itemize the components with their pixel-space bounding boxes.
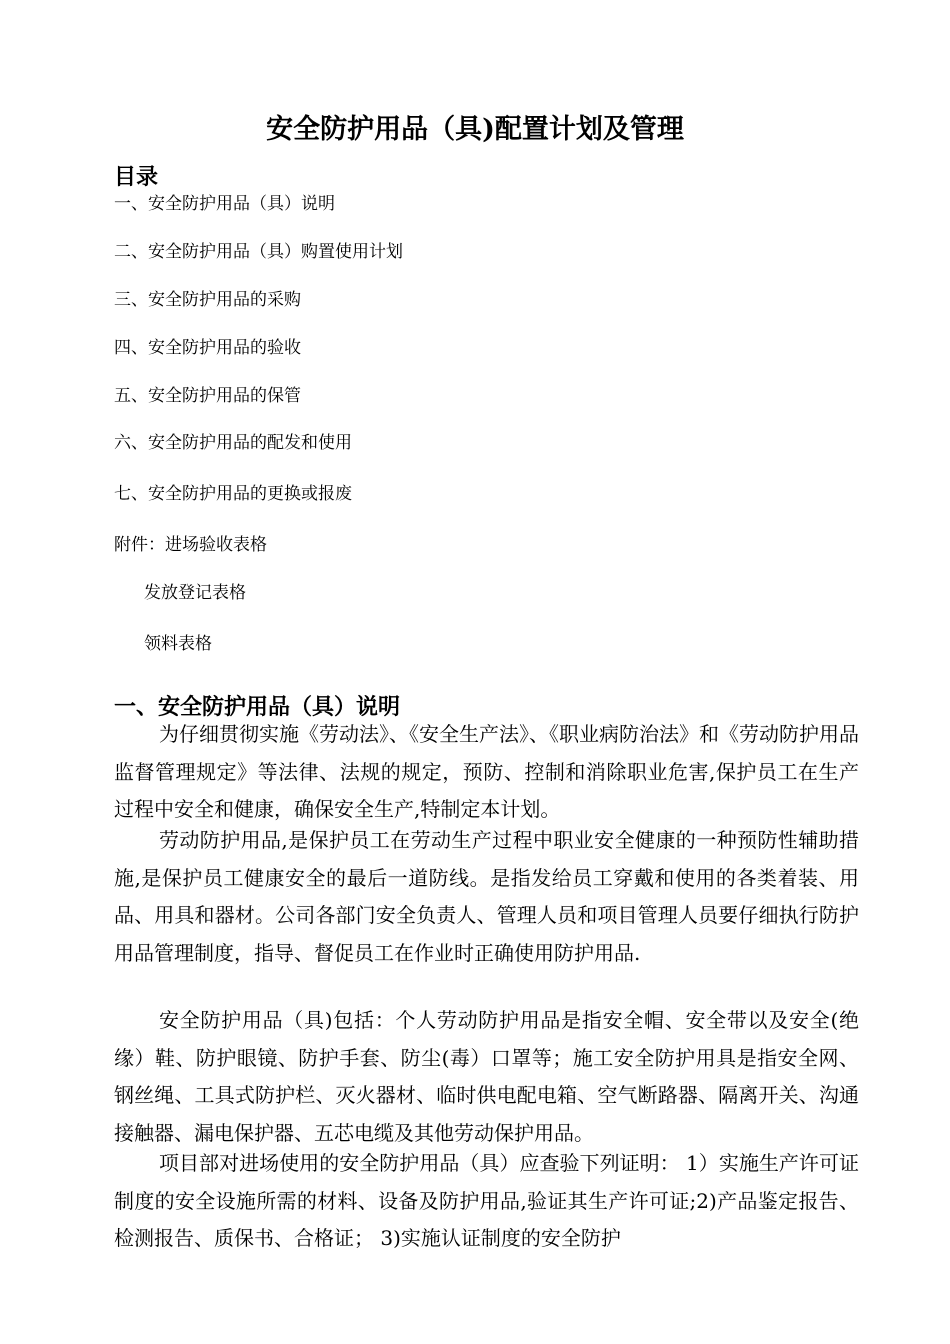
body-paragraph: 劳动防护用品,是保护员工在劳动生产过程中职业安全健康的一种预防性辅助措施,是保护员工健康安全的最后一道防线。是指发给员工穿戴和使用的各类着装、用品、用具和器材。公司各部门安全负责人、管理人员和项目管理人员要仔细执行防护用品管理制度，指导、督促员工在作业时正确使用防护用品. xyxy=(114,828,859,965)
toc-item: 五、安全防护用品的保管 xyxy=(114,386,301,406)
toc-heading: 目录 xyxy=(114,164,159,190)
toc-item: 领料表格 xyxy=(144,634,212,654)
document-title: 安全防护用品（具)配置计划及管理 xyxy=(266,114,684,145)
toc-item: 一、安全防护用品（具）说明 xyxy=(114,194,335,214)
toc-item: 六、安全防护用品的配发和使用 xyxy=(114,433,352,453)
toc-item: 发放登记表格 xyxy=(144,583,246,603)
toc-item: 附件：进场验收表格 xyxy=(114,535,267,555)
body-paragraph: 项目部对进场使用的安全防护用品（具）应查验下列证明： 1）实施生产许可证制度的安全设施所需的材料、设备及防护用品,验证其生产许可证;2)产品鉴定报告、检测报告、质保书、合格证； 3)实施认证制度的安全防护 xyxy=(114,1151,859,1250)
body-paragraph: 安全防护用品（具)包括：个人劳动防护用品是指安全帽、安全带以及安全(绝缘）鞋、防护眼镜、防护手套、防尘(毒）口罩等；施工安全防护用具是指安全网、钢丝绳、工具式防护栏、灭火器材、临时供电配电箱、空气断路器、隔离开关、沟通接触器、漏电保护器、五芯电缆及其他劳动保护用品。 xyxy=(114,1008,859,1145)
section-heading: 一、安全防护用品（具）说明 xyxy=(114,694,401,720)
toc-item: 四、安全防护用品的验收 xyxy=(114,338,301,358)
toc-item: 二、安全防护用品（具）购置使用计划 xyxy=(114,242,403,262)
body-paragraph: 为仔细贯彻实施《劳动法》、《安全生产法》、《职业病防治法》和《劳动防护用品监督管理规定》等法律、法规的规定，预防、控制和消除职业危害,保护员工在生产过程中安全和健康，确保安全生产,特制定本计划。 xyxy=(114,722,859,821)
toc-item: 三、安全防护用品的采购 xyxy=(114,290,301,310)
toc-item: 七、安全防护用品的更换或报废 xyxy=(114,484,352,504)
